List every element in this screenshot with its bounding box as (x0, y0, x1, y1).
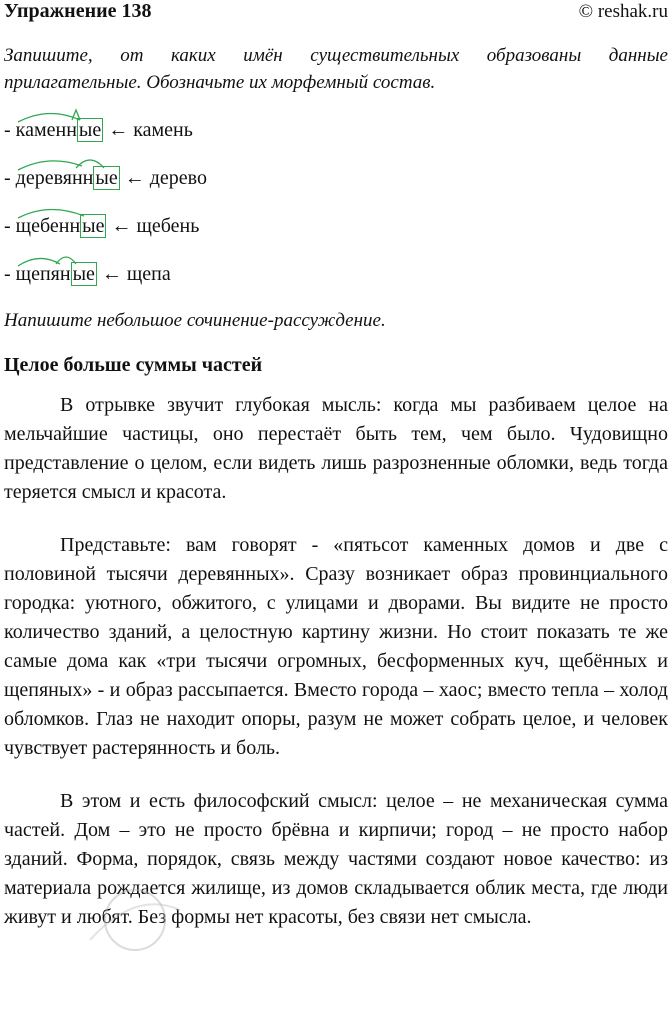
word-prefix: - (4, 119, 16, 141)
task-instruction-2: Напишите небольшое сочинение-рассуждение. (4, 310, 386, 331)
word-source: ← щепа (96, 263, 171, 285)
exercise-title: Упражнение 138 (4, 0, 152, 22)
word-row (4, 118, 668, 144)
word-ending: ые (82, 215, 105, 237)
task-instruction (4, 42, 668, 96)
task-line-2: прилагательные. Обозначьте их морфемный состав. (4, 72, 436, 93)
word-ending: ые (78, 119, 102, 141)
word-prefix: - (4, 263, 16, 285)
page (4, 0, 668, 952)
word-row (4, 214, 668, 240)
essay-title: Целое больше суммы частей (4, 354, 263, 376)
word-stem: щебенн (15, 215, 81, 237)
word-ending: ые (95, 167, 118, 189)
word-stem: каменн (15, 119, 77, 141)
essay-body (4, 391, 668, 932)
word-source: ← дерево (119, 167, 207, 189)
word-row (4, 166, 668, 192)
word-stem: щепян (15, 263, 71, 285)
word-source: ← камень (103, 119, 193, 141)
word-prefix: - (4, 215, 16, 237)
essay-paragraph: В этом и есть философский смысл: целое – не механическая сумма частей. Дом – это не просто брёвна и кирпичи; город – не просто набор зданий. Форма, порядок, связь между частями создают новое качество: из материала рождается жилище, из домов складывается облик места, где люди живут и любят. Без формы нет красоты, без связи нет смысла. (4, 790, 668, 928)
morpheme-marks (4, 152, 144, 172)
essay-paragraph: Представьте: вам говорят - «пятьсот каменных домов и две с половиной тысячи деревянных». Сразу возникает образ провинциального городка: уютного, обжитого, с улицами и дворами. Вы видите не просто количество зданий, а целостную картину жизни. Но стоит показать те же самые дома как «три тысячи огромных, бесформенных куч, щебённых и щепяных» - и образ рассыпается. Вместо города – хаос; вместо тепла – холод обломков. Глаз не находит опоры, разум не может собрать целое, и человек чувствует растерянность и боль. (4, 534, 668, 759)
word-row (4, 262, 668, 288)
essay-paragraph: В отрывке звучит глубокая мысль: когда мы разбиваем целое на мельчайшие частицы, оно перестаёт быть тем, чем было. Чудовищно представление о целом, если видеть лишь разрозненные обломки, ведь тогда теряется смысл и красота. (4, 394, 668, 503)
word-ending: ые (72, 263, 95, 285)
word-prefix: - (4, 167, 16, 189)
morpheme-marks (4, 104, 124, 124)
word-source: ← щебень (106, 215, 200, 237)
header (4, 0, 668, 24)
task-line-1: Запишите, от каких имён существительных образованы данные (4, 45, 668, 66)
word-stem: деревянн (15, 167, 94, 189)
morpheme-marks (4, 200, 124, 220)
morpheme-marks (4, 248, 124, 268)
site-credit: © reshak.ru (578, 1, 668, 22)
